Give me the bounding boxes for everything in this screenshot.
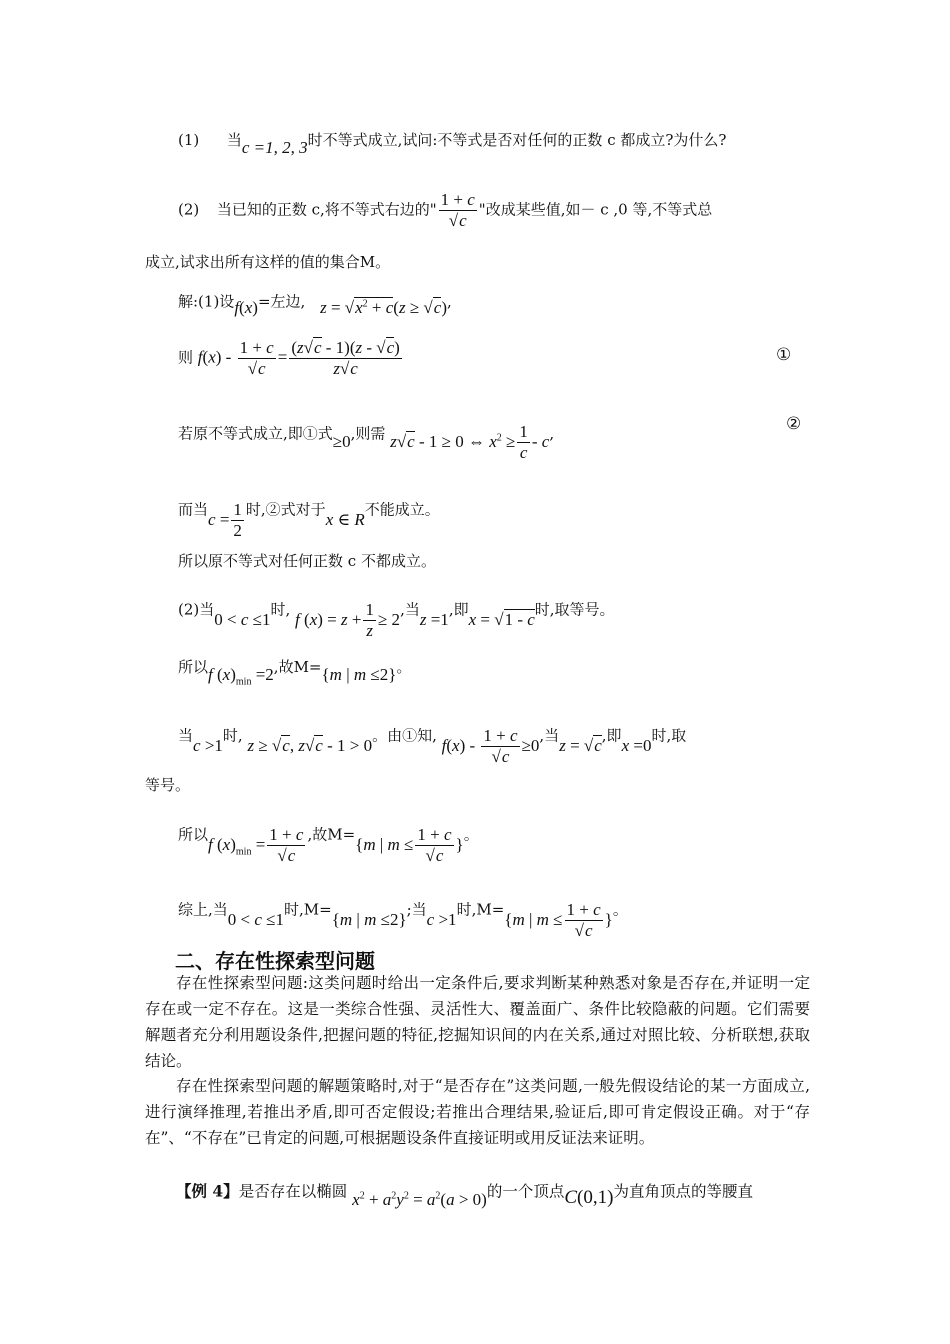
solution-line-8: 当c >1时, z ≥ √c, z√c - 1 > 0。由①知, f(x) - $\frac{1 + c}{√c}$ ≥0,当z = √c,即x =0时,取 — [178, 726, 687, 766]
question-1-condition: c =1, 2, 3 — [241, 138, 308, 157]
solution-line-4: 而当c = $\frac{1}{2}$ 时,②式对于x ∈ R不能成立。 — [178, 500, 440, 540]
question-1: (1) 当c =1, 2, 3时不等式成立,试问:不等式是否对任何的正数 c 都成立?为什么? — [178, 131, 727, 157]
equation-number-2: ② — [786, 414, 802, 434]
solution-line-3: 若原不等式成立,即①式≥0,则需 z√c - 1 ≥ 0 ⇔ $x^2$ ≥ $\frac{1}{c}$ - c, — [178, 422, 555, 462]
solution-line-7: 所以f $(x)_{min} =2$,故M={m | m ≤2}。 — [178, 658, 412, 688]
solution-line-1: 解:(1)设f(x)=左边, $z = √x^2 + c(z \ge √c)$, — [178, 292, 452, 317]
solution-line-5: 所以原不等式对任何正数 c 不都成立。 — [178, 552, 436, 570]
question-2: (2) 当已知的正数 c,将不等式右边的" $\frac{1 + c}{√c}$ "改成某些值,如－ c ,0 等,不等式总 — [178, 190, 713, 230]
question-1-label: (1) — [178, 131, 200, 149]
question-2-continued: 成立,试求出所有这样的值的集合M。 — [145, 253, 391, 271]
solution-line-2: 则 f(x) - $\frac{1 + c}{√c}$ = $\frac{(z√c - 1)(z - √c)}{z√c}$ — [178, 338, 400, 378]
solution-line-6: (2)当0 < c ≤1时, f (x) = z + $\frac{1}{z}$ ≥ 2,当z =1,即x = √1 - c时,取等号。 — [178, 600, 615, 640]
paragraph-strategy: 存在性探索型问题的解题策略时,对于“是否存在”这类问题,一般先假设结论的某一方面成立,进行演绎推理,若推出矛盾,即可否定假设;若推出合理结果,验证后,即可肯定假设正确。对于“存在”、“不存在”已肯定的问题,可根据题设条件直接证明或用反证法来证明。 — [145, 1077, 810, 1147]
section-heading: 二、存在性探索型问题 — [175, 949, 375, 973]
equation-number-1: ① — [776, 345, 792, 365]
paragraph-definition: 存在性探索型问题:这类问题时给出一定条件后,要求判断某种熟悉对象是否存在,并证明一定存在或一定不存在。这是一类综合性强、灵活性大、覆盖面广、条件比较隐蔽的问题。它们需要解题者充分利用题设条件,把握问题的特征,挖掘知识间的内在关系,通过对照比较、分析联想,获取结论。 — [145, 974, 810, 1070]
solution-line-11: 综上,当0 < c ≤1时,M={m | m ≤2};当c >1时,M={m | m ≤ $\frac{1 + c}{√c}$ }。 — [178, 900, 628, 940]
question-2-label: (2) — [178, 200, 200, 219]
solution-line-9: 等号。 — [145, 776, 191, 794]
fraction-1-plus-c-over-root-c: $\frac{1 + c}{√c}$ — [440, 190, 475, 230]
solution-line-10: 所以f $(x)_{min}$ = $\frac{1 + c}{√c}$ ,故M={m | m ≤ $\frac{1 + c}{√c}$ }。 — [178, 825, 479, 865]
example-4-line: 【例 4】是否存在以椭圆 $x^2 + a^2y^2 = a^2(a > 0)$的一个顶点C(0,1)为直角顶点的等腰直 — [176, 1181, 753, 1209]
example-tag: 【例 4】 — [176, 1181, 239, 1201]
